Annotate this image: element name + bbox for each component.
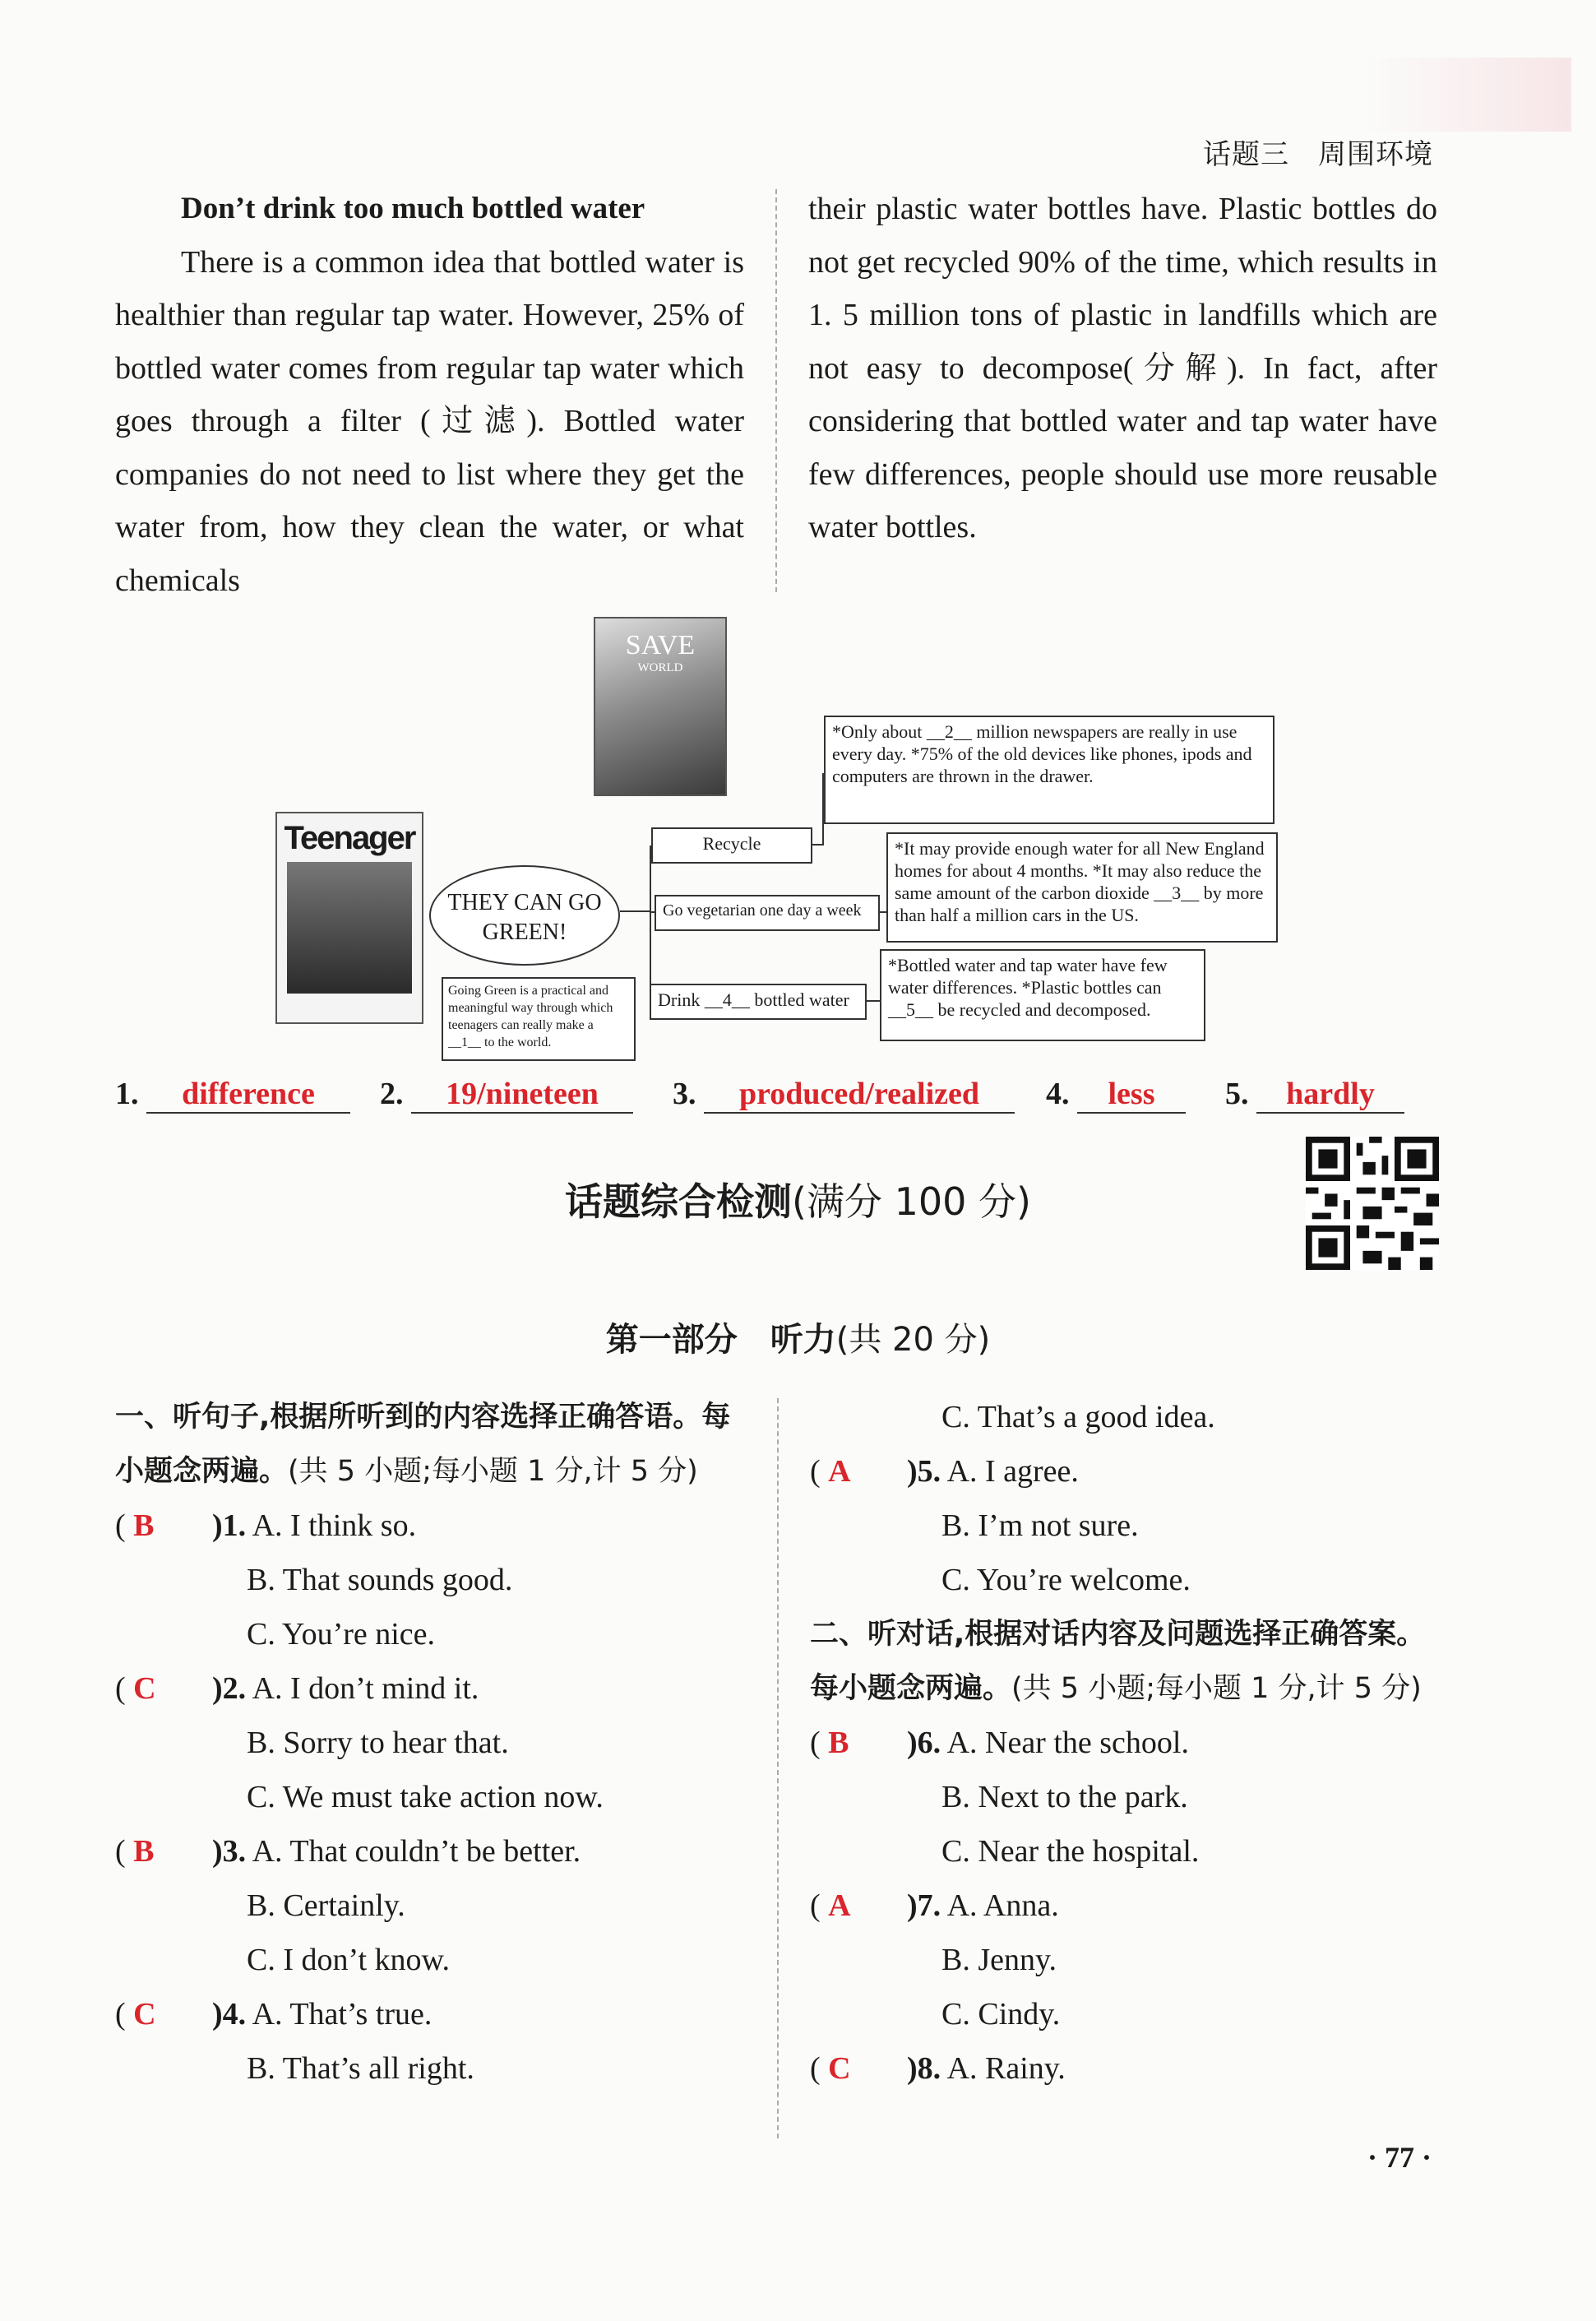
answer-value: produced/realized [704, 1076, 1015, 1114]
going-green-box: Going Green is a practical and meaningful way through which teenagers can really make a __1__ to the world. [442, 977, 636, 1061]
poster-world-text: WORLD [637, 661, 683, 674]
article-paragraph-left: There is a common idea that bottled water is healthier than regular tap water. However, 25% of bottled water comes from regular tap water which goes through a filter (过滤). Bottled water companies do not need to list where they get the water from, how they clean the water, or what chemicals [115, 244, 744, 598]
option-b: B. Sorry to hear that. [247, 1726, 509, 1760]
connector [812, 844, 822, 845]
option-c: C. You’re welcome. [941, 1563, 1191, 1597]
drink-box: Drink __4__ bottled water [650, 984, 867, 1020]
question-5: ( A )5. A. I agree. [810, 1454, 1079, 1489]
answer-value: difference [146, 1076, 350, 1114]
save-world-poster [594, 617, 727, 796]
questions-right-column [810, 1390, 1443, 2096]
article-left-column [115, 183, 744, 607]
option-c: C. We must take action now. [247, 1780, 604, 1814]
option-b: B. That’s all right. [247, 2051, 474, 2086]
question-6: ( B )6. A. Near the school. [810, 1726, 1189, 1760]
answer-5: 5. hardly [1225, 1076, 1404, 1114]
poster-teenager-text: Teenager [284, 820, 415, 856]
answer-3: 3. produced/realized [673, 1076, 1015, 1114]
connector [880, 911, 886, 913]
teenager-photo [287, 862, 412, 994]
answer-value: hardly [1256, 1076, 1404, 1114]
vegetarian-box: Go vegetarian one day a week [655, 895, 880, 931]
recycle-facts-box: *Only about __2__ million newspapers are really in use every day. *75% of the old devices like phones, ipods and computers are thrown in the drawer. [824, 716, 1274, 824]
answer-2: 2. 19/nineteen [380, 1076, 633, 1114]
center-ellipse: THEY CAN GO GREEN! [429, 865, 620, 966]
question-7: ( A )7. A. Anna. [810, 1888, 1059, 1923]
question-1: ( B )1. A. I think so. [115, 1508, 417, 1543]
question-4: ( C )4. A. That’s true. [115, 1997, 433, 2031]
question-3: ( B )3. A. That couldn’t be better. [115, 1834, 581, 1869]
connector [867, 1000, 880, 1002]
answer-value: 19/nineteen [411, 1076, 633, 1114]
corner-stain [1366, 58, 1571, 132]
question-8: ( C )8. A. Rainy. [810, 2051, 1066, 2086]
answer-value: less [1077, 1076, 1186, 1114]
option-b: B. Certainly. [247, 1888, 405, 1923]
article-paragraph-right: their plastic water bottles have. Plastic bottles do not get recycled 90% of the time, which results in 1. 5 million tons of plastic in landfills which are not easy to decompose(分解). In fact, after considering that bottled water and tap water have few differences, people should use more reusable water bottles. [808, 192, 1437, 544]
question-2: ( C )2. A. I don’t mind it. [115, 1671, 479, 1706]
teenager-poster [275, 812, 423, 1024]
drink-facts-box: *Bottled water and tap water have few water differences. *Plastic bottles can __5__ be recycled and decomposed. [880, 949, 1205, 1041]
answer-4: 4. less [1046, 1076, 1186, 1114]
page-header: 话题三 周围环境 [1203, 138, 1433, 171]
option-b: B. Jenny. [941, 1943, 1057, 1977]
questions-left-column [115, 1390, 748, 2096]
article-right-column [808, 183, 1437, 554]
connector [620, 910, 651, 912]
part-one-title: 第一部分 听力(共 20 分) [605, 1321, 991, 1359]
option-c: C. Cindy. [941, 1997, 1061, 2031]
recycle-box: Recycle [651, 827, 812, 864]
option-c: C. I don’t know. [247, 1943, 450, 1977]
section-two-instruction: 二、听对话,根据对话内容及问题选择正确答案。每小题念两遍。(共 5 小题;每小题 1 分,计 5 分) [810, 1618, 1426, 1705]
connector [650, 845, 651, 1002]
article-title: Don’t drink too much bottled water [181, 192, 645, 225]
option-c: C. Near the hospital. [941, 1834, 1200, 1869]
option-b: B. Next to the park. [941, 1780, 1188, 1814]
qr-code-icon [1306, 1137, 1439, 1270]
page-number: · 77 · [1367, 2141, 1432, 2174]
section-one-instruction: 一、听句子,根据所听到的内容选择正确答语。每小题念两遍。(共 5 小题;每小题 1 分,计 5 分) [115, 1401, 731, 1488]
poster-save-text: SAVE [625, 630, 696, 660]
column-divider [775, 189, 777, 592]
vegetarian-facts-box: *It may provide enough water for all New England homes for about 4 months. *It may also reduce the same amount of the carbon dioxide __3__ by more than half a million cars in the US. [886, 832, 1278, 943]
option-b: B. That sounds good. [247, 1563, 513, 1597]
answer-1: 1. difference [115, 1076, 350, 1114]
option-c: C. That’s a good idea. [941, 1400, 1215, 1434]
option-c: C. You’re nice. [247, 1617, 436, 1652]
test-title: 话题综合检测(满分 100 分) [565, 1179, 1031, 1224]
column-divider [777, 1398, 779, 2138]
option-b: B. I’m not sure. [941, 1508, 1139, 1543]
